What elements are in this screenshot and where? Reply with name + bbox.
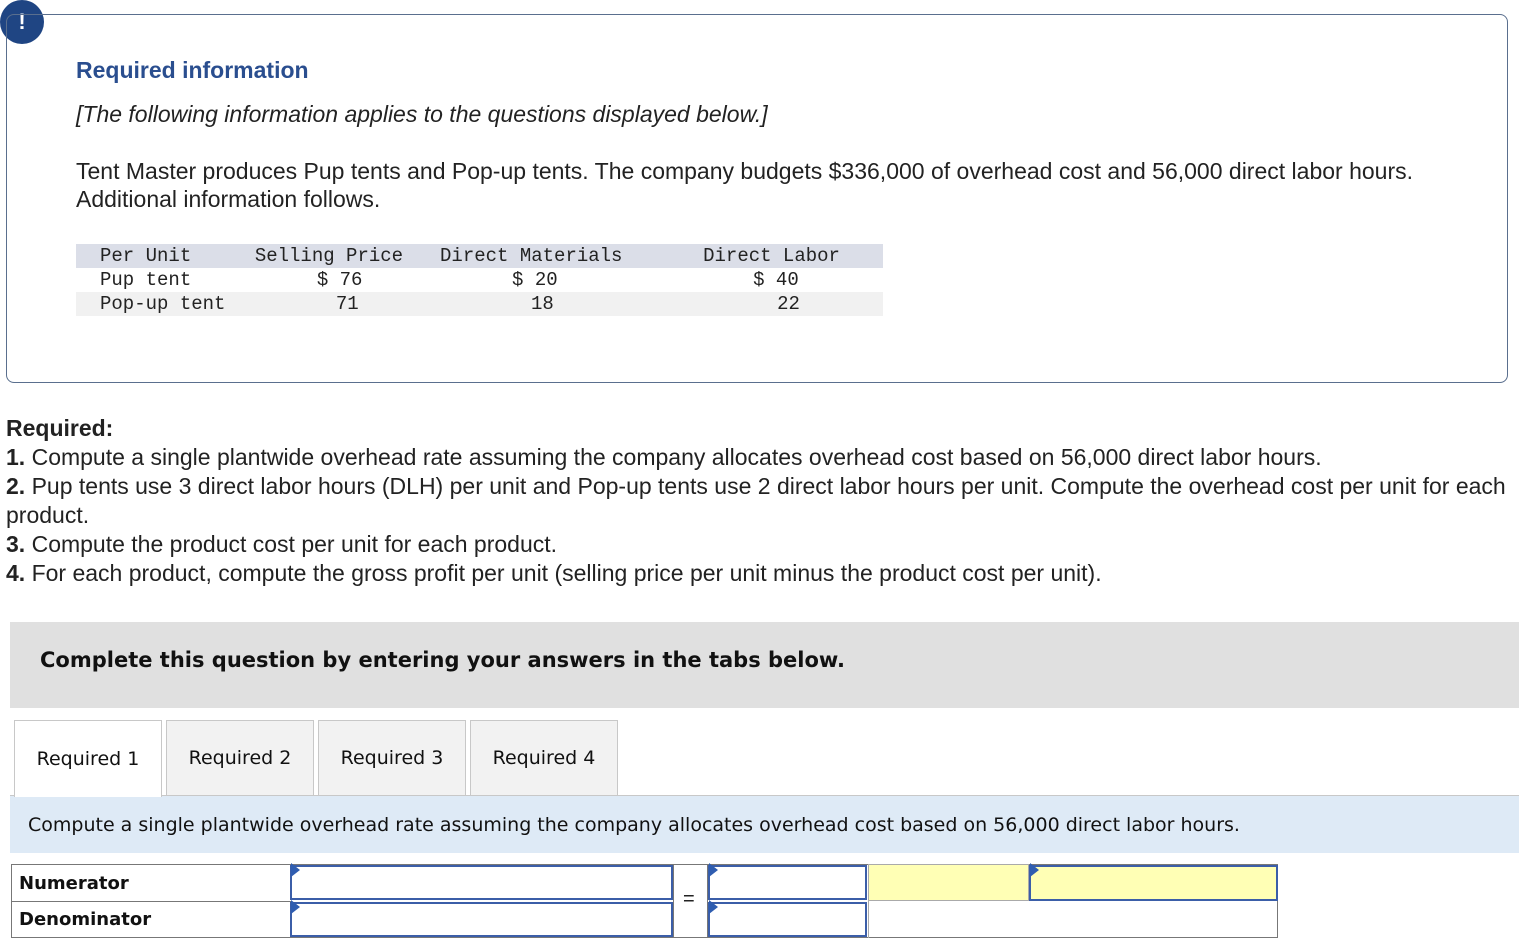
denominator-label xyxy=(11,901,291,938)
tab-required-4[interactable]: Required 4 xyxy=(470,720,618,796)
denominator-unit-input[interactable] xyxy=(710,904,865,935)
info-paragraph: Tent Master produces Pup tents and Pop-up tents. The company budgets $336,000 of overhead cost and 56,000 direct labor hours. Additional information follows. xyxy=(76,158,1413,212)
equals-sign: = xyxy=(683,888,695,910)
required-item xyxy=(6,530,1516,559)
required-item-text: For each product, compute the gross profit per unit (selling price per unit minus the product cost per unit). xyxy=(25,560,1102,586)
required-item xyxy=(6,472,1516,530)
corner-flag-icon xyxy=(1030,863,1039,877)
question-text: Compute a single plantwide overhead rate assuming the company allocates overhead cost based on 56,000 direct labor hours. xyxy=(28,814,1240,836)
answer-grid xyxy=(11,864,1278,938)
selling-price-cell: 71 xyxy=(335,293,359,315)
table-row xyxy=(76,292,883,316)
corner-flag-icon xyxy=(709,863,718,877)
required-item-number: 1. xyxy=(6,444,26,470)
header-selling-price: Selling Price xyxy=(254,245,404,267)
numerator-unit-input[interactable] xyxy=(710,867,865,898)
direct-materials-cell: 18 xyxy=(531,293,554,315)
numerator-unit-input-box[interactable] xyxy=(708,865,867,900)
instruction-banner xyxy=(10,622,1519,708)
numerator-label xyxy=(11,864,291,901)
table-header-row xyxy=(76,244,883,268)
info-subtitle: [The following information applies to the questions displayed below.] xyxy=(76,101,768,127)
result-input[interactable] xyxy=(1031,867,1276,899)
column-divider xyxy=(673,864,674,938)
direct-labor-cell: $ 40 xyxy=(753,269,799,291)
info-title: Required information xyxy=(76,57,309,83)
direct-materials-cell: $ 20 xyxy=(512,269,558,291)
required-item-number: 2. xyxy=(6,473,26,499)
selling-price-cell: $ 76 xyxy=(316,269,363,291)
denominator-input[interactable] xyxy=(292,904,671,935)
table-row xyxy=(76,268,883,292)
row-label: Pup tent xyxy=(100,269,192,291)
direct-labor-cell: 22 xyxy=(777,293,800,315)
required-item-number: 4. xyxy=(6,560,26,586)
tab-required-2[interactable]: Required 2 xyxy=(166,720,314,796)
header-direct-materials: Direct Materials xyxy=(440,245,623,267)
required-item-text: Compute the product cost per unit for each product. xyxy=(25,531,558,557)
tab-required-3[interactable]: Required 3 xyxy=(318,720,466,796)
required-item-text: Pup tents use 3 direct labor hours (DLH) per unit and Pop-up tents use 2 direct labor hours per unit. Compute the overhead cost per unit for each product. xyxy=(6,473,1506,528)
denominator-label-text: Denominator xyxy=(19,909,152,930)
question-panel xyxy=(10,796,1519,853)
corner-flag-icon xyxy=(291,863,300,877)
required-heading: Required: xyxy=(6,415,114,441)
required-item xyxy=(6,559,1516,588)
row-label: Pop-up tent xyxy=(100,293,226,315)
required-section xyxy=(6,414,1516,588)
tab-required-1[interactable]: Required 1 xyxy=(14,720,162,797)
result-input-box[interactable] xyxy=(1029,865,1278,901)
required-information-panel xyxy=(6,14,1508,383)
header-per-unit: Per Unit xyxy=(100,245,192,267)
numerator-input-box[interactable] xyxy=(290,865,673,900)
instruction-text: Complete this question by entering your answers in the tabs below. xyxy=(40,648,845,672)
denominator-input-box[interactable] xyxy=(290,902,673,937)
numerator-input[interactable] xyxy=(292,867,671,898)
required-item-text: Compute a single plantwide overhead rate assuming the company allocates overhead cost based on 56,000 direct labor hours. xyxy=(25,444,1322,470)
result-empty-cell xyxy=(868,901,1278,938)
numerator-label-text: Numerator xyxy=(19,872,129,894)
denominator-unit-input-box[interactable] xyxy=(708,902,867,937)
required-item-number: 3. xyxy=(6,531,26,557)
header-direct-labor: Direct Labor xyxy=(703,245,840,267)
result-blank-cell xyxy=(868,864,1029,901)
corner-flag-icon xyxy=(709,900,718,914)
alert-symbol: ! xyxy=(18,9,26,34)
corner-flag-icon xyxy=(291,900,300,914)
per-unit-table xyxy=(76,244,883,316)
required-item xyxy=(6,443,1516,472)
